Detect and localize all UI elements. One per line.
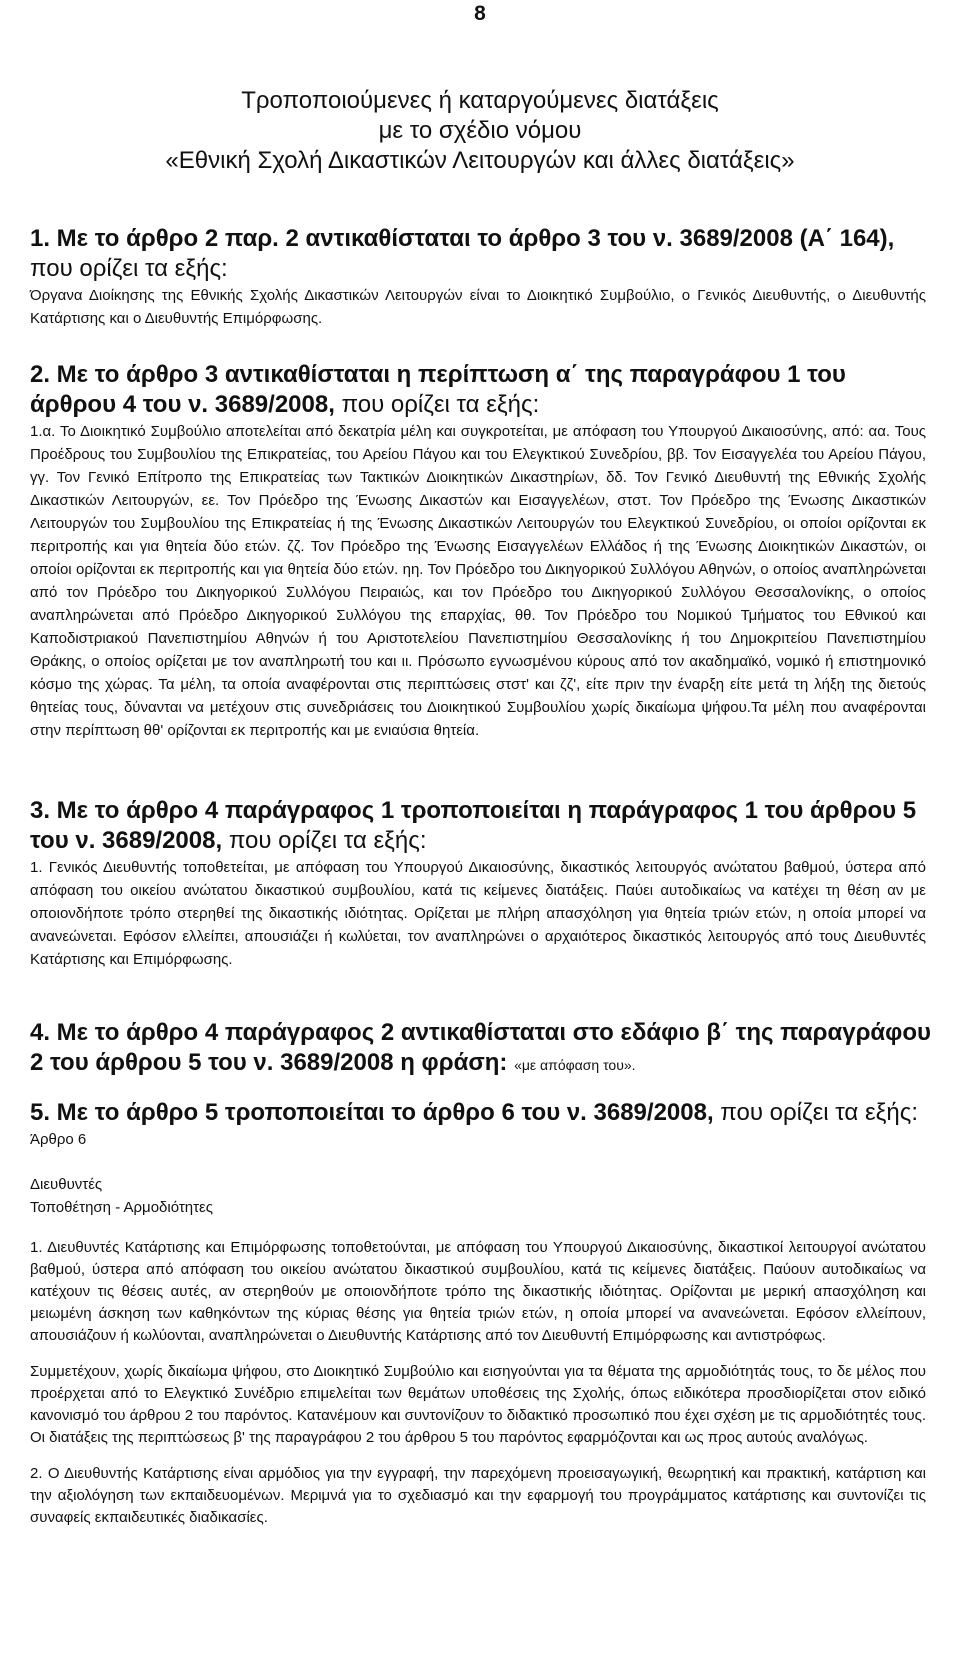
section-3-heading-line-1: 3. Με το άρθρο 4 παράγραφος 1 τροποποιείται η παράγραφος 1 του άρθρου 5: [30, 797, 917, 824]
article-6-paragraph-1b: Συμμετέχουν, χωρίς δικαίωμα ψήφου, στο Διοικητικό Συμβούλιο και εισηγούνται για τα θέματα της αρμοδιότητάς τους, το δε μέλος που προέρχεται από το Ελεγκτικό Συνέδριο επιμελείται των θεμάτων υποθέσεις της Σχολής, όπως ειδικότερα προσδιορίζεται στον ειδικό κανονισμό του άρθρου 2 του παρόντος. Κατανέμουν και συντονίζουν το διδακτικό προσωπικό που έχει σχέση με τις αρμοδιότητές τους. Οι διατάξεις της περιπτώσεως β' της παραγράφου 2 του άρθρου 5 του παρόντος εφαρμόζονται και ως προς αυτούς αναλόγως.: [30, 1363, 926, 1446]
document-title: [0, 86, 960, 176]
section-2-body: 1.α. Το Διοικητικό Συμβούλιο αποτελείται από δεκατρία μέλη και συγκροτείται, με απόφαση του Υπουργού Δικαιοσύνης, από: αα. Τους Προέδρους του Συμβουλίου της Επικρατείας, του Αρείου Πάγου και του Ελεγκτικού Συνεδρίου, ββ. Τον Εισαγγελέα του Αρείου Πάγου, γγ. Τον Γενικό Επίτροπο της Επικρατείας των Τακτικών Διοικητικών Δικαστηρίων, δδ. Τον Γενικό Διευθυντή της Εθνικής Σχολής Δικαστικών Λειτουργών, εε. Τον Πρόεδρο της Ένωσης Δικαστών και Εισαγγελέων, στστ. Τον Πρόεδρο της Ένωσης Δικαστικών Λειτουργών του Συμβουλίου της Επικρατείας ή της Ένωσης Δικαστικών Λειτουργών του Ελεγκτικού Συνεδρίου, οι οποίοι ορίζονται εκ περιτροπής και για θητεία δύο ετών. ζζ. Τον Πρόεδρο της Ένωσης Εισαγγελέων Ελλάδος ή της Ένωσης Διοικητικών Δικαστών, οι οποίοι ορίζονται εκ περιτροπής και για θητεία δύο ετών. ηη. Τον Πρόεδρο του Δικηγορικού Συλλόγου Αθηνών, ο οποίος αναπληρώνεται από τον Πρόεδρο του Δικηγορικού Συλλόγου Πειραιώς, και τον Πρόεδρο του Δικηγορικού Συλλόγου Θεσσαλονίκης, ο οποίος αναπληρώνεται από Πρόεδρο Δικηγορικού Συλλόγου της επαρχίας, θθ. Τον Πρόεδρο του Νομικού Τμήματος του Εθνικού και Καποδιστριακού Πανεπιστημίου Αθηνών ή του Αριστοτελείου Πανεπιστημίου Θεσσαλονίκης ή του Δημοκριτείου Πανεπιστημίου Θράκης, ο οποίος ορίζεται με τον αναπληρωτή του και ιι. Πρόσωπο εγνωσμένου κύρους από τον ακαδημαϊκό, νομικό ή επιστημονικό κόσμο της χώρας. Τα μέλη, τα οποία αναφέρονται στις περιπτώσεις στστ' και ζζ', είτε πριν την έναρξη είτε μετά τη λήξη της διετούς θητείας τους, δύνανται να μετέχουν στις συνεδριάσεις του Διοικητικού Συμβουλίου χωρίς δικαίωμα ψήφου.Τα μέλη που αναφέρονται στην περίπτωση θθ' ορίζονται εκ περιτροπής και με ενιαύσια θητεία.: [30, 423, 926, 739]
section-2-heading: [30, 360, 926, 420]
section-2-heading-normal: που ορίζει τα εξής:: [341, 391, 540, 418]
title-line-2: με το σχέδιο νόμου: [378, 117, 582, 144]
section-1-heading: [30, 224, 926, 284]
section-1: [30, 224, 926, 330]
section-2-heading-line-2: άρθρου 4 του ν. 3689/2008,: [30, 391, 335, 418]
section-5-heading-normal: που ορίζει τα εξής:: [720, 1099, 918, 1126]
section-1-heading-bold: 1. Με το άρθρο 2 παρ. 2 αντικαθίσταται το άρθρο 3 του ν. 3689/2008 (Α΄ 164),: [30, 225, 895, 252]
section-1-body: Όργανα Διοίκησης της Εθνικής Σχολής Δικαστικών Λειτουργών είναι το Διοικητικό Συμβούλιο, ο Γενικός Διευθυντής, ο Διευθυντής Κατάρτισης και ο Διευθυντής Επιμόρφωσης.: [30, 287, 926, 327]
section-3-body: 1. Γενικός Διευθυντής τοποθετείται, με απόφαση του Υπουργού Δικαιοσύνης, δικαστικός λειτουργός ανώτατου βαθμού, ύστερα από απόφαση του οικείου ανώτατου δικαστικού συμβουλίου, κατά τις κείμενες διατάξεις. Παύει αυτοδικαίως να κατέχει τη θέση αν με οποιονδήποτε τρόπο στερηθεί της δικαστικής ιδιότητας. Ορίζεται με πλήρη απασχόληση για θητεία τριών ετών, η οποία μπορεί να ανανεώνεται. Εφόσον ελλείπει, απουσιάζει ή κωλύεται, τον αναπληρώνει ο αρχαιότερος δικαστικός λειτουργός από τους Διευθυντές Κατάρτισης και Επιμόρφωσης.: [30, 859, 926, 968]
section-3: [30, 796, 926, 971]
article-6-paragraph-1: 1. Διευθυντές Κατάρτισης και Επιμόρφωσης τοποθετούνται, με απόφαση του Υπουργού Δικαιοσύνης, δικαστικοί λειτουργοί ανώτατου βαθμού, ύστερα από απόφαση του οικείου ανώτατου δικαστικού συμβουλίου, κατά τις κείμενες διατάξεις. Παύουν αυτοδικαίως να κατέχουν τις θέσεις αυτές, αν στερηθούν με οποιονδήποτε τρόπο της δικαστικής ιδιότητας. Ορίζονται με μερική απασχόληση και μειωμένη άσκηση των καθηκόντων της κύριας θέσης για θητεία τριών ετών, η οποία μπορεί να ανανεώνεται. Εφόσον ελλείπουν, απουσιάζουν ή κωλύονται, αναπληρώνεται ο Διευθυντής Κατάρτισης από τον Διευθυντή Επιμόρφωσης και αντιστρόφως.: [30, 1239, 926, 1344]
section-5-heading: [30, 1098, 926, 1128]
section-4-heading: [30, 1018, 931, 1080]
section-1-heading-normal: που ορίζει τα εξής:: [30, 255, 228, 282]
section-4-phrase: «με απόφαση του».: [514, 1057, 636, 1073]
article-label: Άρθρο 6: [30, 1131, 87, 1148]
section-3-heading: [30, 796, 926, 856]
section-3-heading-normal: που ορίζει τα εξής:: [228, 827, 427, 854]
section-4-heading-line-1: 4. Με το άρθρο 4 παράγραφος 2 αντικαθίσταται στο εδάφιο β΄ της παραγράφου: [30, 1019, 931, 1046]
section-2-heading-line-1: 2. Με το άρθρο 3 αντικαθίσταται η περίπτωση α΄ της παραγράφου 1 του: [30, 361, 846, 388]
page-number: 8: [474, 2, 486, 25]
section-2: [30, 360, 926, 742]
section-5-heading-bold: 5. Με το άρθρο 5 τροποποιείται το άρθρο 6 του ν. 3689/2008,: [30, 1099, 714, 1126]
section-5: [30, 1098, 926, 1529]
section-3-heading-line-2: του ν. 3689/2008,: [30, 827, 223, 854]
article-6-paragraph-2: 2. Ο Διευθυντής Κατάρτισης είναι αρμόδιος για την εγγραφή, την παρεχόμενη προεισαγωγική, θεωρητική και πρακτική, κατάρτιση και την αξιολόγηση των εκπαιδευομένων. Μεριμνά για το σχεδιασμό και την εφαρμογή του προγράμματος κατάρτισης και συντονίζει τις συναφείς εκπαιδευτικές διαδικασίες.: [30, 1465, 926, 1526]
section-4: [30, 1018, 931, 1080]
subheading-placement: Τοποθέτηση - Αρμοδιότητες: [30, 1199, 213, 1216]
subheading-directors: Διευθυντές: [30, 1176, 103, 1193]
section-4-heading-line-2: 2 του άρθρου 5 του ν. 3689/2008 η φράση:: [30, 1049, 508, 1076]
title-line-3: «Εθνική Σχολή Δικαστικών Λειτουργών και άλλες διατάξεις»: [165, 147, 795, 174]
title-line-1: Τροποποιούμενες ή καταργούμενες διατάξεις: [241, 87, 719, 114]
